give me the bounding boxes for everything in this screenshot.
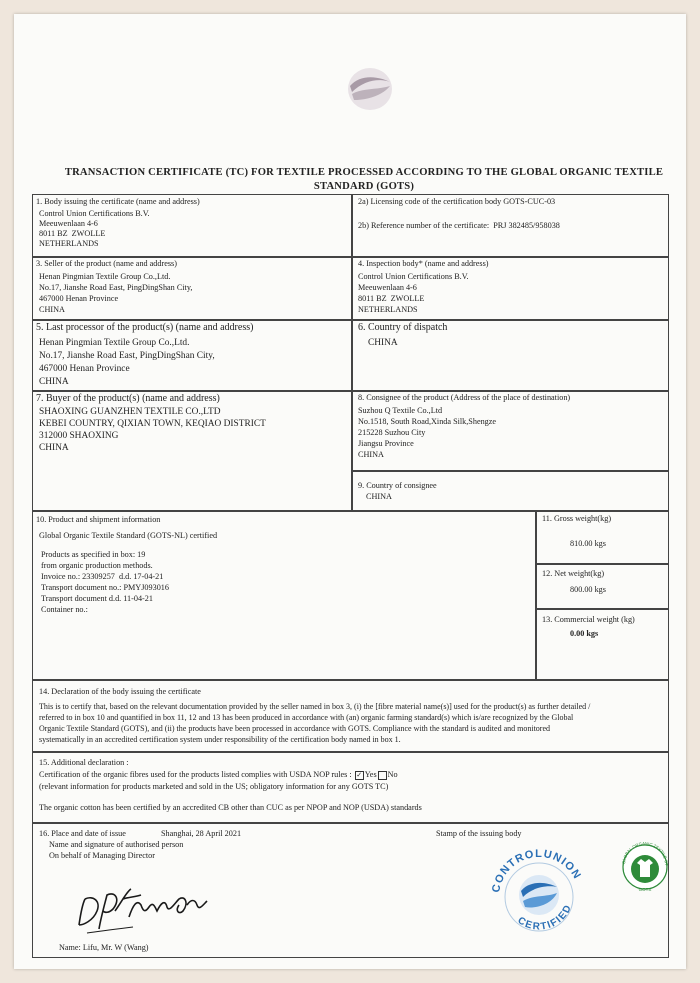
box-10-line: from organic production methods. [41,561,153,570]
box-15-label: 15. Additional declaration : [39,758,129,767]
box-13-value: 0.00 kgs [570,629,599,638]
box-11-value: 810.00 kgs [570,539,606,548]
box-12-net-weight [535,563,669,610]
box-14-declaration [32,679,669,753]
box-14-line: Organic Textile Standard (GOTS), and (ii) the products have been processed in accordance with GOTS. Compliance with the standard is audited and monitored [39,724,550,733]
box-7-buyer [32,390,353,512]
box-5-line: No.17, Jianshe Road East, PingDingShan City, [39,351,215,361]
box-4-line: NETHERLANDS [358,305,418,314]
box-15-line-2: (relevant information for products marketed and sold in the US; obligatory information for any GOTS TC) [39,782,389,791]
box-10-line: Transport document no.: PMYJ093016 [41,583,169,592]
box-5-last-processor [32,319,353,392]
box-3-line: 467000 Henan Province [39,294,119,303]
box-8-line: 215228 Suzhou City [358,428,426,437]
box-12-value: 800.00 kgs [570,585,606,594]
box-15-line-3: The organic cotton has been certified by an accredited CB other than CUC as per NPOP and NOP (USDA) standards [39,803,422,812]
place-and-date: Shanghai, 28 April 2021 [161,829,242,838]
stamp-text: CONTROLUNION [490,847,584,894]
box-3-line: No.17, Jianshe Road East, PingDingShan City, [39,283,193,292]
gots-text: GLOBAL ORGANIC TEXTILE ST [621,840,669,866]
box-10-line: Container no.: [41,605,88,614]
box-9-value: CHINA [366,492,392,501]
box-3-line: CHINA [39,305,65,314]
yes-checkbox: ✓ [356,770,363,779]
box-7-line: 312000 SHAOXING [39,431,119,441]
box-10-label: 10. Product and shipment information [36,515,161,524]
gots-sub: GOTS [638,887,652,892]
box-9-label: 9. Country of consignee [358,481,437,490]
box-5-line: Henan Pingmian Textile Group Co.,Ltd. [39,338,190,348]
box-10-line: Invoice no.: 23309257 d.d. 17-04-21 [41,572,164,581]
control-union-logo-icon [344,64,396,114]
box-1-line: Control Union Certifications B.V. [39,209,150,218]
box-8-line: CHINA [358,450,384,459]
box-13-commercial-weight [535,608,669,681]
box-3-seller [32,256,353,321]
handwritten-signature [71,881,211,939]
box-1-line: 8011 BZ ZWOLLE [39,229,106,238]
stamp-sub: CERTIFIED [515,902,575,933]
certificate-title: TRANSACTION CERTIFICATE (TC) FOR TEXTILE PROCESSED ACCORDING TO THE GLOBAL ORGANIC TEXTILE STANDARD (GOTS) [64,167,664,192]
box-7-line: KEBEI COUNTRY, QIXIAN TOWN, KEQIAO DISTRICT [39,419,266,429]
control-union-certified-stamp [487,845,591,949]
box-16-place-date-signature [32,822,669,958]
box-14-line: systematically in an accredited certification system under responsibility of the certification body named in box 1. [39,735,401,744]
certificate-page [14,14,686,969]
box-3-label: 3. Seller of the product (name and address) [36,259,177,268]
box-6-label: 6. Country of dispatch [358,322,448,333]
box-2a-text: 2a) Licensing code of the certification body GOTS-CUC-03 [358,197,556,206]
box-7-line: CHINA [39,443,69,453]
box-6-value: CHINA [368,338,398,348]
box-11-label: 11. Gross weight(kg) [542,514,612,523]
box-15-usda-line: Certification of the organic fibres used for the products listed complies with USDA NOP rules : ✓ Yes No [39,770,398,779]
box-2b-text: 2b) Reference number of the certificate: PRJ 382485/958038 [358,221,560,230]
signature-label: Name and signature of authorised person [49,840,184,849]
box-13-label: 13. Commercial weight (kg) [542,615,635,624]
box-12-label: 12. Net weight(kg) [542,569,605,578]
box-7-line: SHAOXING GUANZHEN TEXTILE CO.,LTD [39,407,221,417]
box-5-line: CHINA [39,377,69,387]
box-8-line: Jiangsu Province [358,439,414,448]
box-10-standard: Global Organic Textile Standard (GOTS-NL) certified [39,531,218,540]
box-6-country-of-dispatch [351,319,669,392]
box-2-licensing [351,194,669,258]
box-3-line: Henan Pingmian Textile Group Co.,Ltd. [39,272,171,281]
signatory-name: Name: Lifu, Mr. W (Wang) [59,943,149,952]
box-5-label: 5. Last processor of the product(s) (name and address) [36,322,254,333]
box-5-line: 467000 Henan Province [39,364,130,374]
box-10-line: Products as specified in box: 19 [41,550,146,559]
on-behalf-label: On behalf of Managing Director [49,851,155,860]
box-14-line: This is to certify that, based on the relevant documentation provided by the seller named in box 3, (i) the [fibre material name(s)] used for the product(s) as further detailed / [39,702,591,711]
box-8-line: Suzhou Q Textile Co.,Ltd [358,406,443,415]
box-16-label: 16. Place and date of issue [39,829,126,838]
box-8-label: 8. Consignee of the product (Address of the place of destination) [358,393,571,402]
no-checkbox [378,771,387,780]
stamp-label: Stamp of the issuing body [436,829,522,838]
box-8-line: No.1518, South Road,Xinda Silk,Shengze [358,417,497,426]
no-label: No [387,770,398,779]
box-7-label: 7. Buyer of the product(s) (name and address) [36,393,220,404]
box-8-consignee [351,390,669,472]
box-15-additional-declaration [32,751,669,824]
gots-logo-icon [621,839,669,895]
box-14-label: 14. Declaration of the body issuing the certificate [39,687,201,696]
box-10-product-info [32,510,537,681]
box-1-line: NETHERLANDS [39,239,99,248]
box-9-country-of-consignee [351,470,669,512]
box-14-line: referred to in box 10 and quantified in box 11, 12 and 13 has been produced in accordance with (an) organic farming standard(s) which is/are recognized by the Global [39,713,574,722]
box-4-line: Meeuwenlaan 4-6 [358,283,417,292]
box-4-label: 4. Inspection body* (name and address) [358,259,489,268]
yes-label: Yes [364,770,377,779]
box-4-inspection-body [351,256,669,321]
box-11-gross-weight [535,510,669,565]
box-1-line: Meeuwenlaan 4-6 [39,219,98,228]
box-10-line: Transport document d.d. 11-04-21 [41,594,153,603]
box-4-line: 8011 BZ ZWOLLE [358,294,425,303]
box-1-issuing-body [32,194,353,258]
box-1-label: 1. Body issuing the certificate (name and address) [36,197,200,206]
box-4-line: Control Union Certifications B.V. [358,272,469,281]
